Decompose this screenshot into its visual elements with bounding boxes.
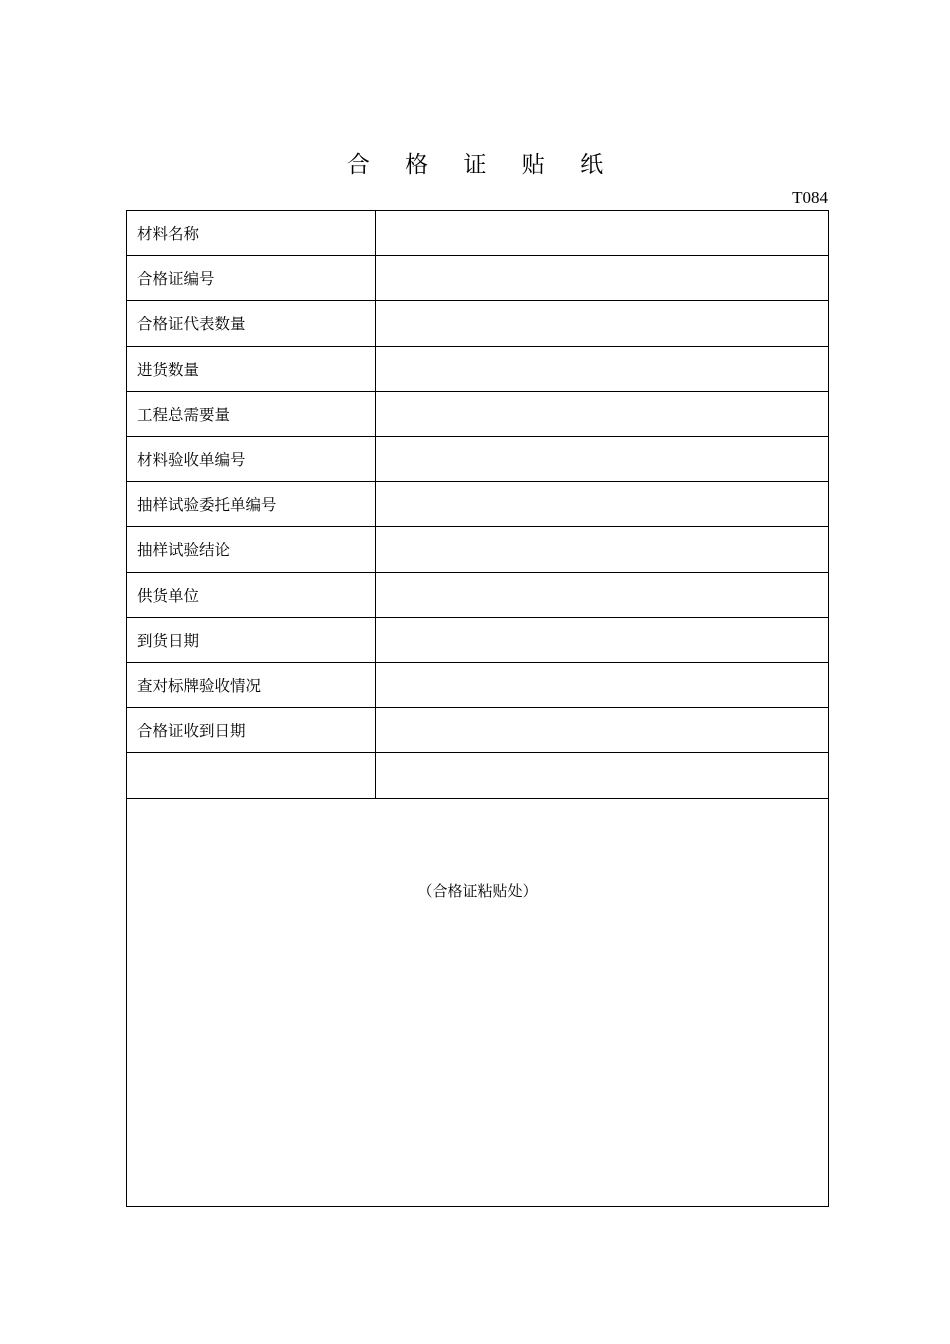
row-value[interactable] (376, 527, 828, 571)
row-value[interactable] (376, 482, 828, 526)
form-row (127, 256, 828, 301)
form-row (127, 753, 828, 798)
row-label: 工程总需要量 (127, 392, 376, 436)
row-label: 到货日期 (127, 618, 376, 662)
row-value[interactable] (376, 301, 828, 345)
row-value[interactable] (376, 347, 828, 391)
row-value[interactable] (376, 392, 828, 436)
form-row (127, 663, 828, 708)
row-value[interactable] (376, 256, 828, 300)
form-row (127, 301, 828, 346)
row-label: 抽样试验委托单编号 (127, 482, 376, 526)
row-label: 供货单位 (127, 573, 376, 617)
row-label: 查对标牌验收情况 (127, 663, 376, 707)
form-code: T084 (792, 188, 828, 207)
row-label: 合格证代表数量 (127, 301, 376, 345)
form-row (127, 527, 828, 572)
form-row (127, 437, 828, 482)
row-label: 材料名称 (127, 211, 376, 255)
row-value[interactable] (376, 211, 828, 255)
form-row (127, 573, 828, 618)
row-label: 合格证编号 (127, 256, 376, 300)
row-label[interactable] (127, 753, 376, 797)
paste-area-note: （合格证粘贴处） (417, 882, 538, 900)
form-row (127, 211, 828, 256)
page-title: 合 格 证 贴 纸 (346, 152, 618, 178)
row-label: 进货数量 (127, 347, 376, 391)
form-row (127, 392, 828, 437)
form-row (127, 347, 828, 392)
form-row (127, 482, 828, 527)
row-label: 材料验收单编号 (127, 437, 376, 481)
row-value[interactable] (376, 663, 828, 707)
row-label: 抽样试验结论 (127, 527, 376, 571)
row-value[interactable] (376, 573, 828, 617)
row-value[interactable] (376, 753, 828, 797)
row-value[interactable] (376, 708, 828, 752)
certificate-form (126, 210, 829, 1207)
form-row (127, 708, 828, 753)
row-label: 合格证收到日期 (127, 708, 376, 752)
row-value[interactable] (376, 437, 828, 481)
form-row (127, 618, 828, 663)
row-value[interactable] (376, 618, 828, 662)
